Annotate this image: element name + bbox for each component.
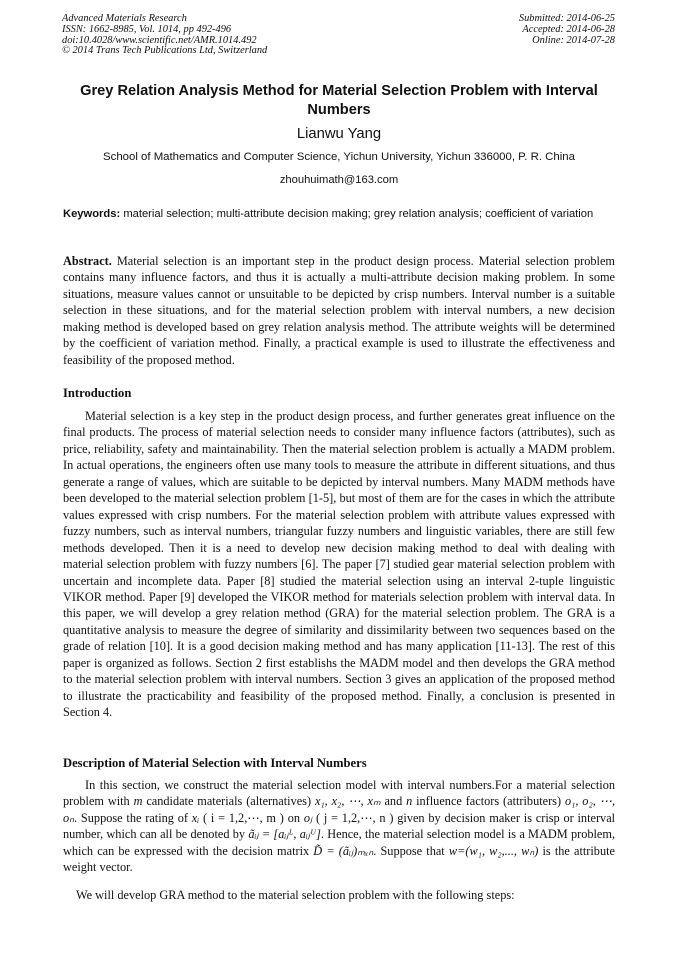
submitted-date: Submitted: 2014-06-25 xyxy=(518,13,615,24)
dates-header xyxy=(519,14,615,46)
keywords xyxy=(63,207,615,221)
doi-line: doi:10.4028/www.scientific.net/AMR.1014.492 xyxy=(62,34,257,46)
abstract xyxy=(63,253,615,368)
online-date: Online: 2014-07-28 xyxy=(532,34,615,46)
journal-info-header xyxy=(62,14,267,57)
steps-intro-line: We will develop GRA method to the material selection problem with the following steps: xyxy=(76,888,515,902)
author-name: Lianwu Yang xyxy=(296,126,382,142)
description-paragraph: In this section, we construct the material selection model with interval numbers.For a material selection problem with m candidate materials (alternatives) x₁, x₂, ⋯, xₘ and n influence factors (attributers) o₁, o₂, ⋯, oₙ. Suppose the rating of xᵢ ( i = 1,2,⋯, m ) on oⱼ ( j = 1,2,⋯, n ) given by decision maker is crisp or interval number, which can all be denoted by ãᵢⱼ = [aᵢⱼᴸ, aᵢⱼᵁ]. Hence, the material selection model is a MADM problem, which can be expressed with the decision matrix D̃ = (ãᵢⱼ)ₘₓₙ. Suppose that w=(w₁, w₂,..., wₙ) is the attribute weight vector. xyxy=(63,778,616,875)
introduction-section xyxy=(63,408,615,721)
issn-line: ISSN: 1662-8985, Vol. 1014, pp 492-496 xyxy=(62,23,232,35)
introduction-heading: Introduction xyxy=(63,386,132,400)
copyright-line: © 2014 Trans Tech Publications Ltd, Switzerland xyxy=(62,45,268,57)
paper-title: Grey Relation Analysis Method for Material Selection Problem with Interval Numbers xyxy=(80,83,598,118)
keywords-label: Keywords: xyxy=(63,208,121,220)
journal-name: Advanced Materials Research xyxy=(62,13,187,24)
abstract-label: Abstract. xyxy=(63,254,112,268)
keywords-text: material selection; multi-attribute decision making; grey relation analysis; coefficient of variation xyxy=(123,208,594,220)
author-email: zhouhuimath@163.com xyxy=(279,174,399,186)
introduction-paragraph: Material selection is a key step in the product design process, and further generates great influence on the final products. The process of material selection needs to consider many influence factors (attributes), such as price, reliability, safety and maintainability. Then the material selection problem is actually a MADM problem. In actual operations, the engineers often use many tools to measure the attribute in different situations, and thus generate a range of values, which are suitable to be depicted by interval numbers. Many MADM methods have been developed to the material selection problem [1-5], but most of them are for the cases in which the attribute values expressed with crisp numbers. For the material selection problem with attribute values expressed with fuzzy numbers, such as interval numbers, triangular fuzzy numbers and linguistic variables, there are still few methods developed. Then it is a need to develop new decision making method to deal with dealing with material selection problem with fuzzy numbers [6]. The paper [7] studied gear material selection problem with uncertain and incomplete data. Paper [8] studied the material selection using an interval 2-tuple linguistic VIKOR method. Paper [9] developed the VIKOR method for materials selection problem with interval data. In this paper, we will develop a grey relation method (GRA) for the material selection problem. The GRA is a quantitative analysis to measure the degree of similarity and dissimilarity between two sequences based on the grade of relation [10]. It is a good decision making method and has many application [11-13]. The rest of this paper is organized as follows. Section 2 first establishs the MADM model and then develops the GRA method to the material selection problem with interval numbers. Section 3 gives an application of the proposed method to illustrate the practicability and feasibility of the proposed method. Finally, a conclusion is presented in Section 4. xyxy=(63,409,615,720)
abstract-text: Material selection is an important step in the product design process. Material selection problem contains many influence factors, and thus it is actually a multi-attribute decision making problem. In some situations, measure values cannot or unsuitable to be depicted by crisp numbers. Interval number is a suitable selection in these situations, and for the material selection problem with interval numbers, a new decision making method is developed based on grey relation analysis method. The attribute weights will be determined by the coefficient of variation method. Finally, a practical example is used to illustrate the effectiveness and feasibility of the proposed method. xyxy=(63,254,615,367)
description-section xyxy=(63,777,615,876)
author-affiliation: School of Mathematics and Computer Science, Yichun University, Yichun 336000, P. R. China xyxy=(103,151,575,163)
description-heading: Description of Material Selection with Interval Numbers xyxy=(63,756,367,770)
accepted-date: Accepted: 2014-06-28 xyxy=(522,23,615,35)
